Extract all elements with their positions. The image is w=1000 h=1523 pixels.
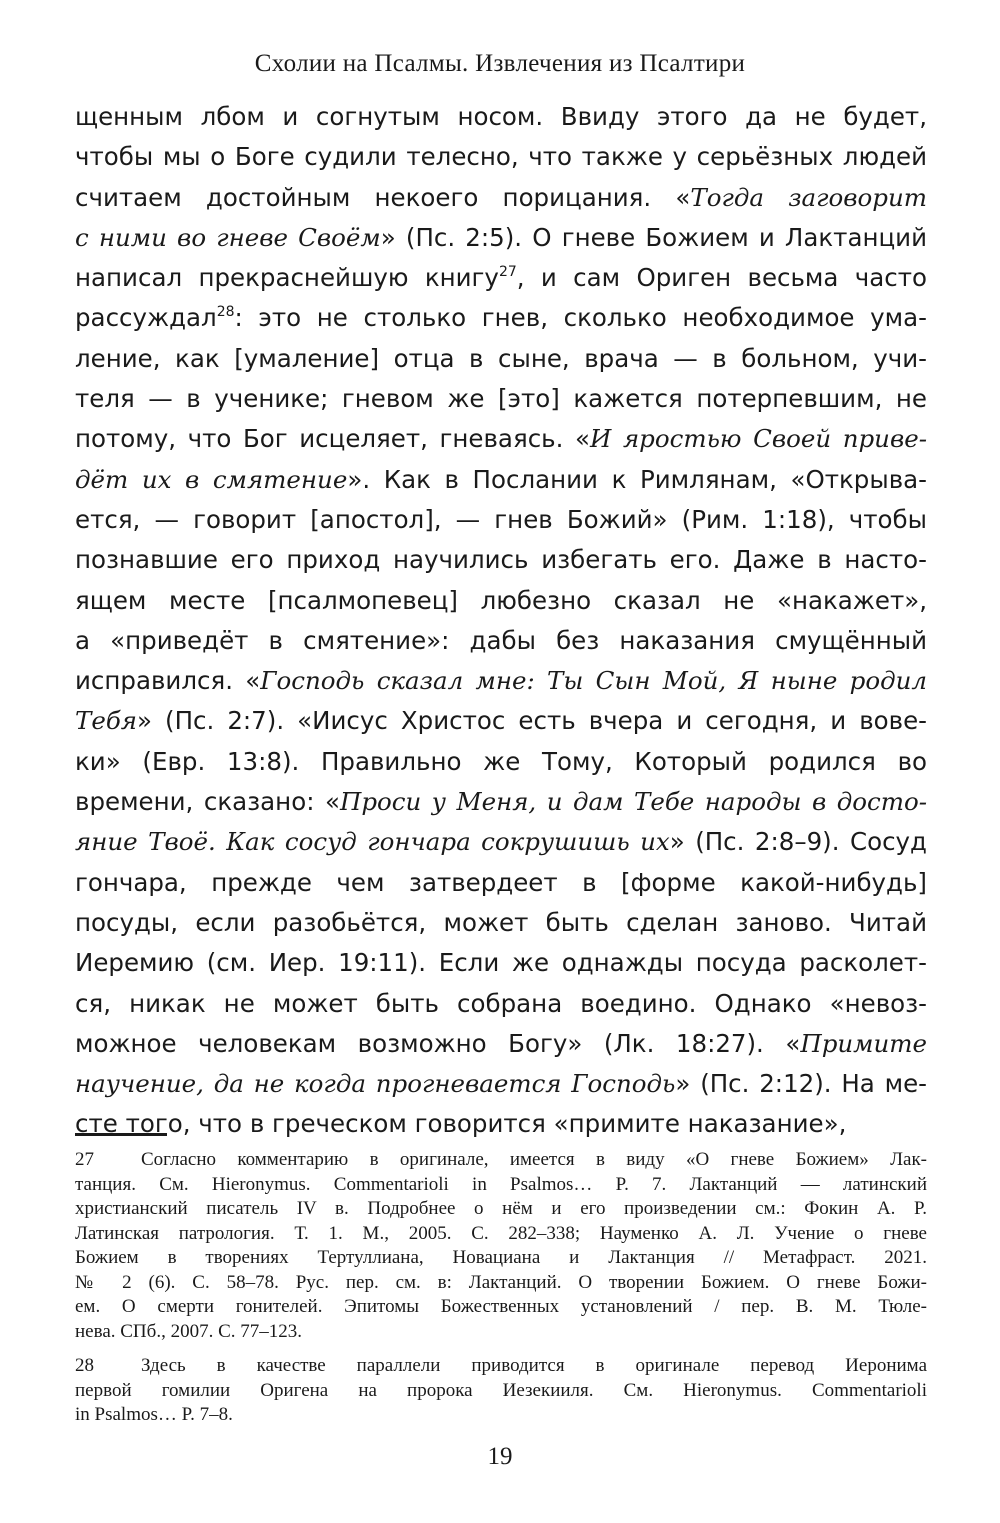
footnote-text: № 2 (6). С. 58–78. Рус. пер. см. в: Лактанций. О творении Божием. О гневе Божи- <box>75 1271 927 1293</box>
text-run: написал прекраснейшую книгу <box>75 263 499 293</box>
text-run: познавшие его приход научились избегать его. Даже в насто- <box>75 545 927 575</box>
text-run: ». Как в Послании к Римлянам, «Открыва- <box>347 464 927 494</box>
scripture-quote: Господь сказал мне: Ты Сын Мой, Я ныне родил <box>260 666 927 696</box>
text-line <box>75 258 927 298</box>
text-line <box>75 742 927 782</box>
text-line <box>75 419 927 459</box>
footnote-line <box>75 1246 927 1271</box>
footnote-line <box>75 1403 927 1428</box>
footnote-text: Здесь в качестве параллели приводится в оригинале перевод Иеронима <box>141 1355 927 1376</box>
footnote-line <box>75 1271 927 1296</box>
text-run: исправился. « <box>75 666 261 696</box>
text-line <box>75 863 927 903</box>
text-run: потому, что Бог исцеляет, гневаясь. « <box>75 424 590 454</box>
footnote-line <box>75 1173 927 1198</box>
footnote-number: 27 <box>75 1149 94 1170</box>
footnote-line <box>75 1197 927 1222</box>
text-run: ся, никак не может быть собрана воедино. Однако «невоз- <box>75 988 927 1018</box>
scripture-quote: И яростью Своей приве- <box>589 424 927 454</box>
scripture-quote: Тогда заговорит <box>690 182 928 212</box>
text-line <box>75 943 927 983</box>
text-line <box>75 581 927 621</box>
text-line <box>75 1104 927 1144</box>
text-run: считаем достойным некоего порицания. « <box>75 182 691 212</box>
scripture-quote: дёт их в смятение <box>75 464 348 494</box>
text-line <box>75 540 927 580</box>
text-run: , и сам Ориген весьма часто <box>516 263 927 293</box>
text-line <box>75 822 927 862</box>
footnote-text: in Psalmos… P. 7–8. <box>75 1404 233 1425</box>
text-line <box>75 1064 927 1104</box>
text-run: а «приведёт в смятение»: дабы без наказания смущённый <box>75 625 927 655</box>
footnote-ref: 27 <box>498 264 517 281</box>
footnote-rule <box>75 1133 167 1136</box>
footnote-line <box>75 1320 927 1345</box>
text-line <box>75 298 927 338</box>
text-run: » (Пс. 2:5). О гневе Божием и Лактанций <box>380 222 927 252</box>
text-line <box>75 339 927 379</box>
footnote-text: ем. О смерти гонителей. Эпитомы Божественных установлений / пер. В. М. Тюле- <box>75 1296 927 1317</box>
text-run: » (Пс. 2:12). На ме- <box>675 1069 928 1099</box>
footnote-text: Латинская патрология. Т. 1. М., 2005. С. 282–338; Науменко А. Л. Учение о гневе <box>75 1222 927 1244</box>
footnote-line <box>75 1354 927 1379</box>
text-run: рассуждал <box>75 303 217 333</box>
text-line <box>75 661 927 701</box>
scripture-quote: Тебя <box>75 706 138 736</box>
scripture-quote: с ними во гневе Своём <box>75 222 381 252</box>
footnote-text: нева. СПб., 2007. С. 77–123. <box>75 1320 302 1342</box>
text-line <box>75 460 927 500</box>
text-run: : это не столько гнев, сколько необходимое ума- <box>234 303 927 333</box>
scripture-quote: яние Твоё. Как сосуд гончара сокрушишь их <box>75 827 670 857</box>
text-run: ется, — говорит [апостол], — гнев Божий» (Рим. 1:18), чтобы <box>75 504 927 534</box>
footnotes <box>75 1148 927 1428</box>
footnote-text: танция. См. Hieronymus. Commentarioli in Psalmos… P. 7. Лактанций — латинский <box>75 1173 927 1195</box>
text-line <box>75 782 927 822</box>
footnote-ref: 28 <box>216 304 235 321</box>
footnote-text: христианский писатель IV в. Подробнее о нём и его произведении см.: Фокин А. Р. <box>75 1198 927 1219</box>
scripture-quote: Примите <box>800 1028 927 1058</box>
text-run: времени, сказано: « <box>75 787 340 817</box>
text-run: можное человекам возможно Богу» (Лк. 18:27). « <box>75 1028 801 1058</box>
footnote-text: первой гомилии Оригена на пророка Иезекииля. См. Hieronymus. Commentarioli <box>75 1379 927 1401</box>
text-run: теля — в ученике; гневом же [это] кажется потерпевшим, не <box>75 384 927 414</box>
text-run: Иеремию (см. Иер. 19:11). Если же однажды посуда расколет- <box>75 948 927 978</box>
text-line <box>75 137 927 177</box>
text-line <box>75 500 927 540</box>
text-line <box>75 984 927 1024</box>
text-line <box>75 1024 927 1064</box>
footnote-line <box>75 1379 927 1404</box>
text-line <box>75 218 927 258</box>
text-run: сте того, что в греческом говорится «примите наказание», <box>75 1109 847 1139</box>
footnote-text: Согласно комментарию в оригинале, имеется в виду «О гневе Божием» Лак- <box>141 1149 927 1170</box>
scripture-quote: Проси у Меня, и дам Тебе народы в достo- <box>339 787 927 817</box>
footnote-text: Божием в творениях Тертуллиана, Новациана и Лактанция // Метафраст. 2021. <box>75 1247 927 1268</box>
footnote-number: 28 <box>75 1355 94 1376</box>
text-run: » (Пс. 2:8–9). Сосуд <box>669 827 927 857</box>
main-text <box>75 97 927 1145</box>
text-run: чтобы мы о Боге судили телесно, что также у серьёзных людей <box>75 142 927 172</box>
footnote-line <box>75 1222 927 1247</box>
text-run: ки» (Евр. 13:8). Правильно же Тому, Который родился во <box>75 746 927 776</box>
running-head: Схолии на Псалмы. Извлечения из Псалтири <box>254 50 746 77</box>
text-line <box>75 178 927 218</box>
text-run: щенным лбом и согнутым носом. Ввиду этого да не будет, <box>75 102 927 131</box>
text-run: ление, как [умаление] отца в сыне, врача — в больном, учи- <box>75 343 927 373</box>
scripture-quote: научение, да не когда прогневается Господь <box>75 1069 676 1099</box>
text-line <box>75 621 927 661</box>
text-line <box>75 701 927 741</box>
footnote-line <box>75 1148 927 1173</box>
page-number: 19 <box>487 1443 513 1470</box>
text-run: ящем месте [псалмопевец] любезно сказал не «накажет», <box>75 585 927 615</box>
text-run: гончара, прежде чем затвердеет в [форме какой-нибудь] <box>75 867 927 897</box>
text-line <box>75 379 927 419</box>
footnote-line <box>75 1295 927 1320</box>
text-run: посуды, если разобьётся, может быть сделан заново. Читай <box>75 907 927 937</box>
text-run: » (Пс. 2:7). «Иисус Христос есть вчера и сегодня, и вове- <box>137 706 927 736</box>
text-line <box>75 903 927 943</box>
text-line <box>75 97 927 137</box>
